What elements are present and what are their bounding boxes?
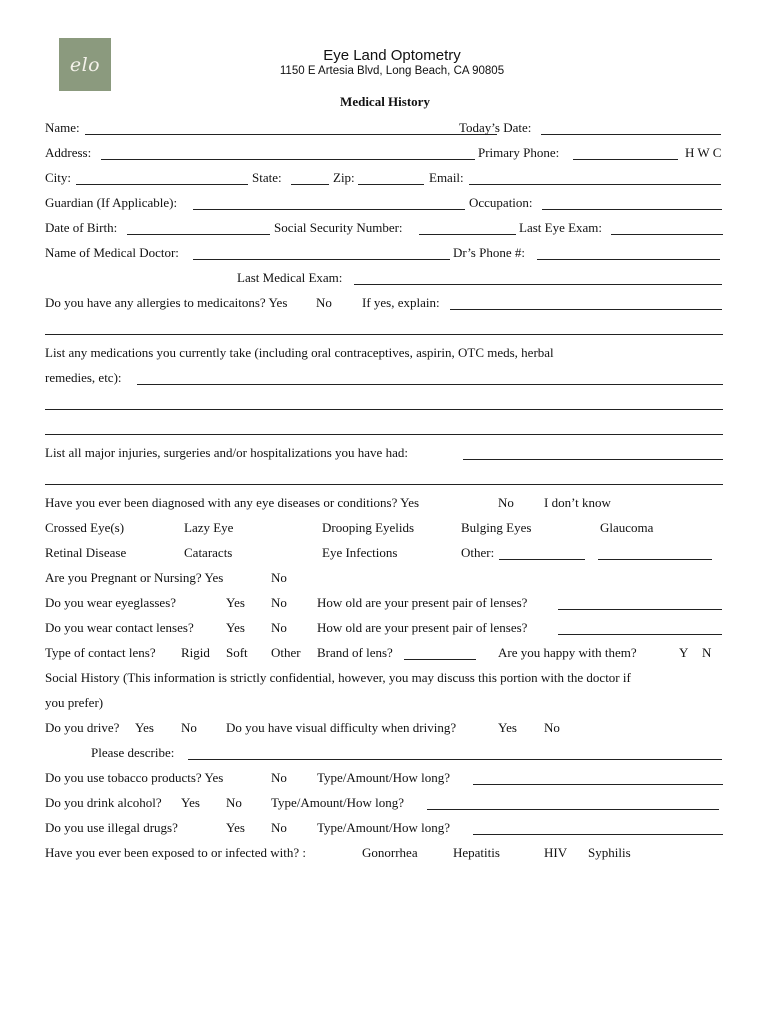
alcohol-yes[interactable]: Yes	[181, 795, 200, 810]
guardian-field[interactable]	[193, 209, 465, 210]
ssn-label: Social Security Number:	[274, 220, 403, 235]
todays-date-label: Today’s Date:	[459, 120, 532, 135]
medications-line2: remedies, etc):	[45, 370, 122, 385]
state-field[interactable]	[291, 184, 329, 185]
primary-phone-label: Primary Phone:	[478, 145, 560, 160]
injuries-extra-line[interactable]	[45, 484, 723, 485]
eyeglasses-yes[interactable]: Yes	[226, 595, 245, 610]
medical-doctor-field[interactable]	[193, 259, 450, 260]
medications-field[interactable]	[137, 384, 723, 385]
exposure-question: Have you ever been exposed to or infected with? :	[45, 845, 306, 860]
contacts-age-label: How old are your present pair of lenses?	[317, 620, 528, 635]
condition-glaucoma[interactable]: Glaucoma	[600, 520, 654, 535]
drive-difficulty-no[interactable]: No	[544, 720, 560, 735]
drive-no[interactable]: No	[181, 720, 197, 735]
email-label: Email:	[429, 170, 464, 185]
drugs-no[interactable]: No	[271, 820, 287, 835]
primary-phone-field[interactable]	[573, 159, 678, 160]
describe-label: Please describe:	[91, 745, 175, 760]
tobacco-amount-field[interactable]	[473, 784, 723, 785]
exposure-gonorrhea[interactable]: Gonorrhea	[362, 845, 418, 860]
name-field[interactable]	[85, 134, 497, 135]
drive-yes[interactable]: Yes	[135, 720, 154, 735]
contact-happy-question: Are you happy with them?	[498, 645, 637, 660]
drugs-question: Do you use illegal drugs?	[45, 820, 178, 835]
drive-question: Do you drive?	[45, 720, 120, 735]
contact-brand-label: Brand of lens?	[317, 645, 393, 660]
phone-type-options[interactable]: H W C	[685, 145, 722, 160]
condition-eye-infections[interactable]: Eye Infections	[322, 545, 398, 560]
tobacco-amount-label: Type/Amount/How long?	[317, 770, 451, 785]
todays-date-field[interactable]	[541, 134, 721, 135]
ssn-field[interactable]	[419, 234, 516, 235]
medications-extra-line-2[interactable]	[45, 434, 723, 435]
contact-type-rigid[interactable]: Rigid	[181, 645, 210, 660]
allergies-no[interactable]: No	[316, 295, 332, 310]
eye-disease-question: Have you ever been diagnosed with any eye diseases or conditions? Yes	[45, 495, 420, 510]
name-label: Name:	[45, 120, 80, 135]
eyeglasses-question: Do you wear eyeglasses?	[45, 595, 177, 610]
contacts-age-field[interactable]	[558, 634, 722, 635]
tobacco-question: Do you use tobacco products? Yes	[45, 770, 224, 785]
exposure-hiv[interactable]: HIV	[544, 845, 568, 860]
zip-field[interactable]	[358, 184, 424, 185]
alcohol-amount-label: Type/Amount/How long?	[271, 795, 405, 810]
pregnant-no[interactable]: No	[271, 570, 287, 585]
allergies-extra-line[interactable]	[45, 334, 723, 335]
exposure-hepatitis[interactable]: Hepatitis	[453, 845, 500, 860]
city-label: City:	[45, 170, 72, 185]
injuries-field[interactable]	[463, 459, 723, 460]
condition-bulging-eyes[interactable]: Bulging Eyes	[461, 520, 532, 535]
eyeglasses-age-label: How old are your present pair of lenses?	[317, 595, 528, 610]
practice-name: Eye Land Optometry	[323, 47, 461, 64]
dob-label: Date of Birth:	[45, 220, 118, 235]
email-field[interactable]	[469, 184, 721, 185]
condition-crossed-eyes[interactable]: Crossed Eye(s)	[45, 520, 125, 535]
last-medical-exam-label: Last Medical Exam:	[237, 270, 343, 285]
condition-other-label: Other:	[461, 545, 495, 560]
guardian-label: Guardian (If Applicable):	[45, 195, 178, 210]
state-label: State:	[252, 170, 282, 185]
allergies-explain-field[interactable]	[450, 309, 722, 310]
allergies-explain-label: If yes, explain:	[362, 295, 440, 310]
contact-brand-field[interactable]	[404, 659, 476, 660]
dr-phone-label: Dr’s Phone #:	[453, 245, 525, 260]
alcohol-question: Do you drink alcohol?	[45, 795, 162, 810]
dob-field[interactable]	[127, 234, 270, 235]
contact-happy-n[interactable]: N	[702, 645, 712, 660]
last-eye-exam-label: Last Eye Exam:	[519, 220, 603, 235]
condition-other-field-2[interactable]	[598, 559, 712, 560]
contact-happy-y[interactable]: Y	[679, 645, 689, 660]
condition-drooping-eyelids[interactable]: Drooping Eyelids	[322, 520, 415, 535]
address-field[interactable]	[101, 159, 475, 160]
medications-line1: List any medications you currently take (including oral contraceptives, aspirin, OTC meds, herbal	[45, 345, 554, 360]
city-field[interactable]	[76, 184, 248, 185]
practice-address: 1150 E Artesia Blvd, Long Beach, CA 90805	[279, 65, 505, 77]
condition-other-field[interactable]	[499, 559, 585, 560]
drive-difficulty-question: Do you have visual difficulty when driving?	[226, 720, 457, 735]
zip-label: Zip:	[333, 170, 355, 185]
address-label: Address:	[45, 145, 92, 160]
alcohol-amount-field[interactable]	[427, 809, 719, 810]
eyeglasses-no[interactable]: No	[271, 595, 287, 610]
drugs-yes[interactable]: Yes	[226, 820, 245, 835]
occupation-label: Occupation:	[469, 195, 533, 210]
condition-retinal-disease[interactable]: Retinal Disease	[45, 545, 127, 560]
contact-type-soft[interactable]: Soft	[226, 645, 248, 660]
eye-disease-no[interactable]: No	[498, 495, 514, 510]
eyeglasses-age-field[interactable]	[558, 609, 722, 610]
social-history-text2: you prefer)	[45, 695, 104, 710]
eye-disease-dont-know[interactable]: I don’t know	[544, 495, 611, 510]
tobacco-no[interactable]: No	[271, 770, 287, 785]
describe-field[interactable]	[188, 759, 722, 760]
contact-type-question: Type of contact lens?	[45, 645, 156, 660]
alcohol-no[interactable]: No	[226, 795, 242, 810]
medications-extra-line-1[interactable]	[45, 409, 723, 410]
last-eye-exam-field[interactable]	[611, 234, 723, 235]
drive-difficulty-yes[interactable]: Yes	[498, 720, 517, 735]
contacts-no[interactable]: No	[271, 620, 287, 635]
allergies-question: Do you have any allergies to medicaitons? Yes	[45, 295, 288, 310]
contacts-yes[interactable]: Yes	[226, 620, 245, 635]
injuries-question: List all major injuries, surgeries and/or hospitalizations you have had:	[45, 445, 408, 460]
contact-type-other[interactable]: Other	[271, 645, 301, 660]
pregnant-question: Are you Pregnant or Nursing? Yes	[45, 570, 224, 585]
form-title: Medical History	[340, 94, 430, 109]
last-medical-exam-field[interactable]	[354, 284, 722, 285]
drugs-amount-field[interactable]	[473, 834, 723, 835]
condition-cataracts[interactable]: Cataracts	[184, 545, 233, 560]
condition-lazy-eye[interactable]: Lazy Eye	[184, 520, 234, 535]
dr-phone-field[interactable]	[537, 259, 720, 260]
medical-doctor-label: Name of Medical Doctor:	[45, 245, 179, 260]
contacts-question: Do you wear contact lenses?	[45, 620, 194, 635]
social-history-text1: Social History (This information is strictly confidential, however, you may discuss this portion with the doctor if	[45, 670, 631, 685]
drugs-amount-label: Type/Amount/How long?	[317, 820, 451, 835]
logo-text: elo	[69, 53, 101, 76]
exposure-syphilis[interactable]: Syphilis	[588, 845, 631, 860]
occupation-field[interactable]	[542, 209, 722, 210]
